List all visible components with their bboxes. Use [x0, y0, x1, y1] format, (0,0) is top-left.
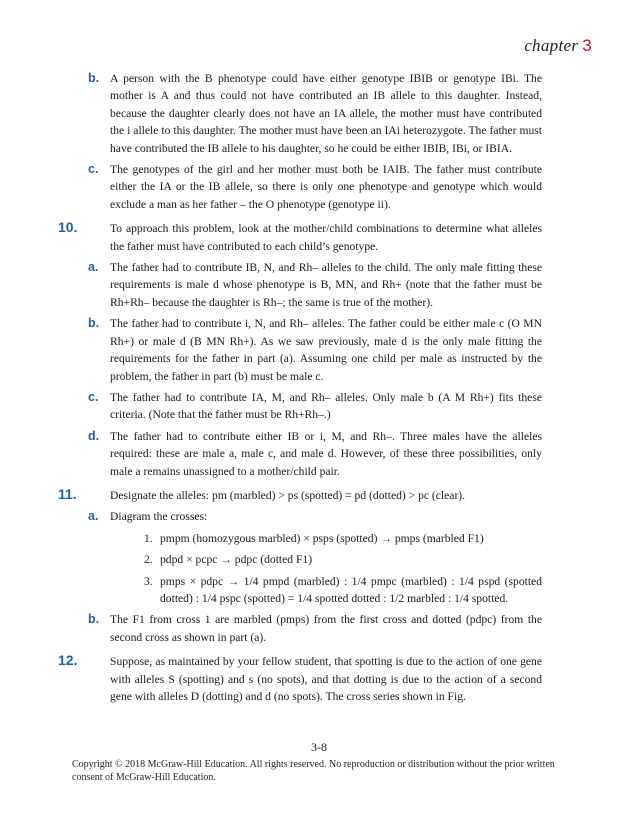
part-label: b.: [88, 316, 100, 331]
answer-9c: [88, 161, 542, 213]
answer-text: The father had to contribute IB, N, and Rh– alleles to the child. The only male fitting these requirements is male d whose phenotype is B, MN, and Rh+ (note that the father must be Rh+Rh– because the daughter is Rh–; the same is true of the mother).: [110, 261, 542, 309]
part-label: c.: [88, 389, 99, 404]
problem-number: 11.: [58, 485, 77, 502]
answer-text: The father had to contribute either IB or i, M, and Rh–. Three males have the alleles required: these are male a, male c, and male d. However, of these three possibilities, only male a remains unassigned to a mother/child pair.: [110, 429, 542, 478]
part-label: a.: [88, 509, 99, 524]
cross-3: [144, 573, 542, 608]
cross-number: 1.: [144, 531, 153, 545]
cross-1: [144, 530, 542, 547]
problem-text: Suppose, as maintained by your fellow student, that spotting is due to the action of one gene with alleles S (spotting) and s (no spots), and that dotting is due to the action of a second gene with alleles D (dotting) and d (no spots). The cross series shown in Fig.: [110, 655, 542, 703]
problem-10: [58, 219, 542, 255]
cross-text: pdpd × pcpc → pdpc (dotted F1): [160, 553, 313, 567]
answer-10c: [88, 389, 542, 424]
answer-text: The father had to contribute i, N, and Rh– alleles. The father could be either male c (O MN Rh+) or male d (B MN Rh+). As we saw previously, male d is the only male fitting the requirements for the father in part (a). Assuming one child per male as instructed by the problem, the father in part (b) must be male c.: [110, 317, 542, 383]
answer-text: The F1 from cross 1 are marbled (pmps) from the first cross and dotted (pdpc) from the second cross as shown in part (a).: [110, 613, 542, 644]
cross-text: pmps × pdpc → 1/4 pmpd (marbled) : 1/4 pmpc (marbled) : 1/4 pspd (spotted dotted) : 1/4 pspc (spotted) = 1/4 spotted dotted : 1/2 marbled : 1/4 spotted.: [160, 574, 542, 605]
cross-text: pmpm (homozygous marbled) × psps (spotted) → pmps (marbled F1): [160, 531, 484, 545]
answer-9b: [88, 70, 542, 157]
chapter-number: 3: [582, 36, 592, 55]
answer-11b: [88, 611, 542, 646]
answer-text: The father had to contribute IA, M, and Rh– alleles. Only male b (A M Rh+) fits these criteria. (Note that the father must be Rh+Rh–.): [110, 390, 542, 422]
chapter-word: chapter: [524, 36, 579, 55]
answer-text: A person with the B phenotype could have either genotype IBIB or genotype IBi. The mother is A and thus could not have contributed an IB allele to this daughter. Instead, because the daughter clearly does not have an IA allele, the mother must have contributed the i allele to this daughter. The mother must have been an IAi heterozygote. The father must have contributed the IB allele to his daughter, so he could be either IBIB, IBi, or IBIA.: [110, 72, 542, 155]
problem-number: 10.: [58, 219, 78, 236]
answer-10d: [88, 428, 542, 480]
problem-12: [58, 652, 542, 705]
part-label: c.: [88, 162, 99, 177]
part-label: a.: [88, 260, 99, 275]
cross-number: 2.: [144, 553, 153, 567]
answer-text: The genotypes of the girl and her mother must both be IAIB. The father must contribute either the IA or the IB allele, so there is only one phenotype and genotype which would exclude a man as her father – the O phenotype (genotype ii).: [110, 163, 542, 211]
copyright-notice: Copyright © 2018 McGraw-Hill Education. All rights reserved. No reproduction or distribution without the prior written consent of McGraw-Hill Education.: [72, 759, 555, 783]
part-label: d.: [88, 428, 100, 443]
problem-number: 12.: [58, 652, 78, 669]
page-number: 3-8: [311, 740, 327, 754]
chapter-header: [524, 36, 592, 56]
cross-number: 3.: [144, 574, 153, 588]
page-content: [0, 70, 638, 705]
part-label: b.: [88, 612, 100, 627]
part-label: b.: [88, 71, 100, 85]
answer-10a: [88, 259, 542, 311]
problem-text: To approach this problem, look at the mother/child combinations to determine what alleles the father must have contributed to each child’s genotype.: [110, 222, 542, 253]
problem-11: [58, 485, 542, 504]
problem-text: Designate the alleles: pm (marbled) > ps (spotted) = pd (dotted) > pc (clear).: [110, 488, 466, 502]
answer-10b: [88, 315, 542, 385]
answer-11a: [88, 508, 542, 525]
cross-2: [144, 551, 542, 568]
answer-text: Diagram the crosses:: [110, 510, 208, 524]
